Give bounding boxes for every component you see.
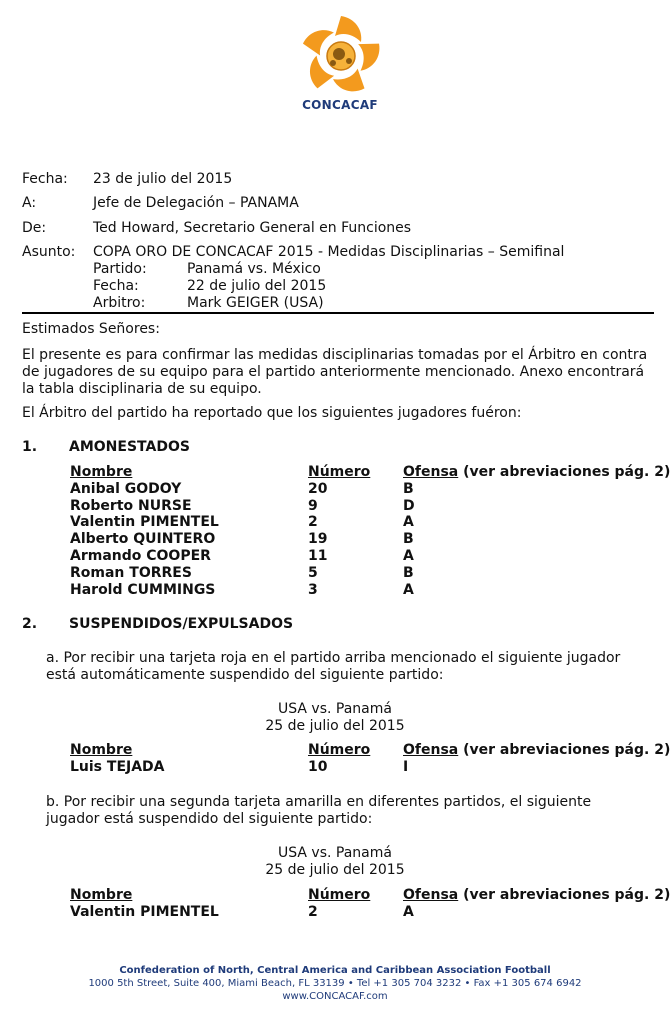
player-name: Roberto NURSE (70, 497, 192, 514)
table-header (70, 464, 670, 481)
section-2b-text: b. Por recibir una segunda tarjeta amarilla en diferentes partidos, el siguiente jugador está suspendido del siguiente partido: (46, 794, 592, 827)
player-number: 9 (308, 497, 318, 514)
memo-a (22, 195, 662, 212)
section-2a-date: 25 de julio del 2015 (265, 718, 405, 734)
col-numero: Número (308, 742, 371, 758)
col-ofensa-note: (ver abreviaciones pág. 2) (458, 464, 670, 480)
fecha2-line (93, 278, 326, 295)
intro-paragraph: El presente es para confirmar las medidas disciplinarias tomadas por el Árbitro en contra de jugadores de su equipo para el partido anteriormente mencionado. Anexo encontrará la tabla disciplinaria de su equipo. (22, 347, 648, 397)
section-2a-text: a. Por recibir una tarjeta roja en el partido arriba mencionado el siguiente jugador está automáticamente suspendido del siguiente partido: (46, 650, 621, 683)
player-number: 2 (308, 514, 318, 531)
footer-org: Confederation of North, Central America and Caribbean Association Football (119, 965, 551, 976)
a-label: A: (22, 195, 37, 211)
table-row (70, 548, 650, 565)
report-paragraph: El Árbitro del partido ha reportado que los siguientes jugadores fuéron: (22, 405, 522, 421)
table-row (70, 498, 650, 515)
player-name: Alberto QUINTERO (70, 531, 216, 548)
player-offense: B (403, 564, 414, 581)
table-row (70, 514, 650, 531)
player-name: Valentin PIMENTEL (70, 514, 219, 531)
fecha-label: Fecha: (22, 171, 68, 187)
memo-de (22, 220, 662, 237)
col-ofensa-label: Ofensa (403, 742, 459, 758)
de-label: De: (22, 220, 47, 236)
player-offense: A (403, 903, 414, 920)
a-value: Jefe de Delegación – PANAMA (93, 195, 299, 211)
player-offense: A (403, 581, 414, 598)
col-ofensa-note: (ver abreviaciones pág. 2) (458, 887, 670, 903)
col-nombre: Nombre (70, 887, 133, 903)
salutation: Estimados Señores: (22, 321, 160, 337)
table-row (70, 481, 650, 498)
fecha2-value: 22 de julio del 2015 (187, 278, 327, 294)
fecha2-label: Fecha: (93, 278, 139, 294)
player-offense: I (403, 758, 409, 775)
player-number: 2 (308, 903, 318, 920)
col-nombre: Nombre (70, 464, 133, 480)
player-name: Luis TEJADA (70, 758, 165, 775)
table-row (70, 904, 650, 921)
table-row (70, 531, 650, 548)
arbitro-value: Mark GEIGER (USA) (187, 295, 324, 311)
suspension-a-table (70, 742, 670, 776)
partido-value: Panamá vs. México (187, 261, 321, 277)
table-row (70, 582, 650, 599)
header-divider (22, 312, 654, 314)
concacaf-logo-icon (297, 14, 385, 98)
arbitro-line (93, 295, 324, 312)
section-2-title: SUSPENDIDOS/EXPULSADOS (69, 616, 294, 632)
player-number: 3 (308, 581, 318, 598)
col-ofensa-label: Ofensa (403, 887, 459, 903)
col-nombre: Nombre (70, 742, 133, 758)
suspension-b-table (70, 887, 670, 921)
amonestados-table (70, 464, 670, 598)
fecha-value: 23 de julio del 2015 (93, 171, 233, 187)
table-header (70, 887, 670, 904)
player-name: Harold CUMMINGS (70, 581, 216, 598)
col-ofensa (403, 742, 670, 759)
asunto-value: COPA ORO DE CONCACAF 2015 - Medidas Disciplinarias – Semifinal (93, 244, 565, 260)
player-number: 10 (308, 758, 328, 775)
memo-asunto (22, 244, 662, 312)
section-2b-match: USA vs. Panamá (278, 845, 392, 861)
table-header (70, 742, 670, 759)
section-2b-date: 25 de julio del 2015 (265, 862, 405, 878)
player-number: 19 (308, 531, 328, 548)
memo-fecha (22, 171, 662, 188)
de-value: Ted Howard, Secretario General en Funciones (93, 220, 412, 236)
footer (0, 964, 670, 1003)
player-offense: B (403, 480, 414, 497)
col-ofensa (403, 887, 670, 904)
arbitro-label: Arbitro: (93, 295, 146, 311)
player-offense: B (403, 531, 414, 548)
col-ofensa (403, 464, 670, 481)
table-row (70, 759, 650, 776)
partido-label: Partido: (93, 261, 147, 277)
player-number: 20 (308, 480, 328, 497)
player-name: Valentin PIMENTEL (70, 903, 219, 920)
section-1-number: 1. (22, 439, 38, 455)
footer-address: 1000 5th Street, Suite 400, Miami Beach, FL 33139 • Tel +1 305 704 3232 • Fax +1 305 674 6942 (88, 978, 582, 989)
col-numero: Número (308, 464, 371, 480)
player-name: Anibal GODOY (70, 480, 182, 497)
partido-line (93, 261, 321, 278)
player-number: 11 (308, 547, 328, 564)
asunto-label: Asunto: (22, 244, 76, 260)
player-number: 5 (308, 564, 318, 581)
player-offense: D (403, 497, 415, 514)
col-ofensa-label: Ofensa (403, 464, 459, 480)
player-offense: A (403, 547, 414, 564)
brand-name: CONCACAF (302, 98, 378, 112)
player-offense: A (403, 514, 414, 531)
player-name: Roman TORRES (70, 564, 192, 581)
section-2a-match: USA vs. Panamá (278, 701, 392, 717)
player-name: Armando COOPER (70, 547, 211, 564)
col-ofensa-note: (ver abreviaciones pág. 2) (458, 742, 670, 758)
col-numero: Número (308, 887, 371, 903)
section-1-title: AMONESTADOS (69, 439, 190, 455)
section-2-number: 2. (22, 616, 38, 632)
table-row (70, 565, 650, 582)
footer-web[interactable]: www.CONCACAF.com (282, 991, 388, 1002)
